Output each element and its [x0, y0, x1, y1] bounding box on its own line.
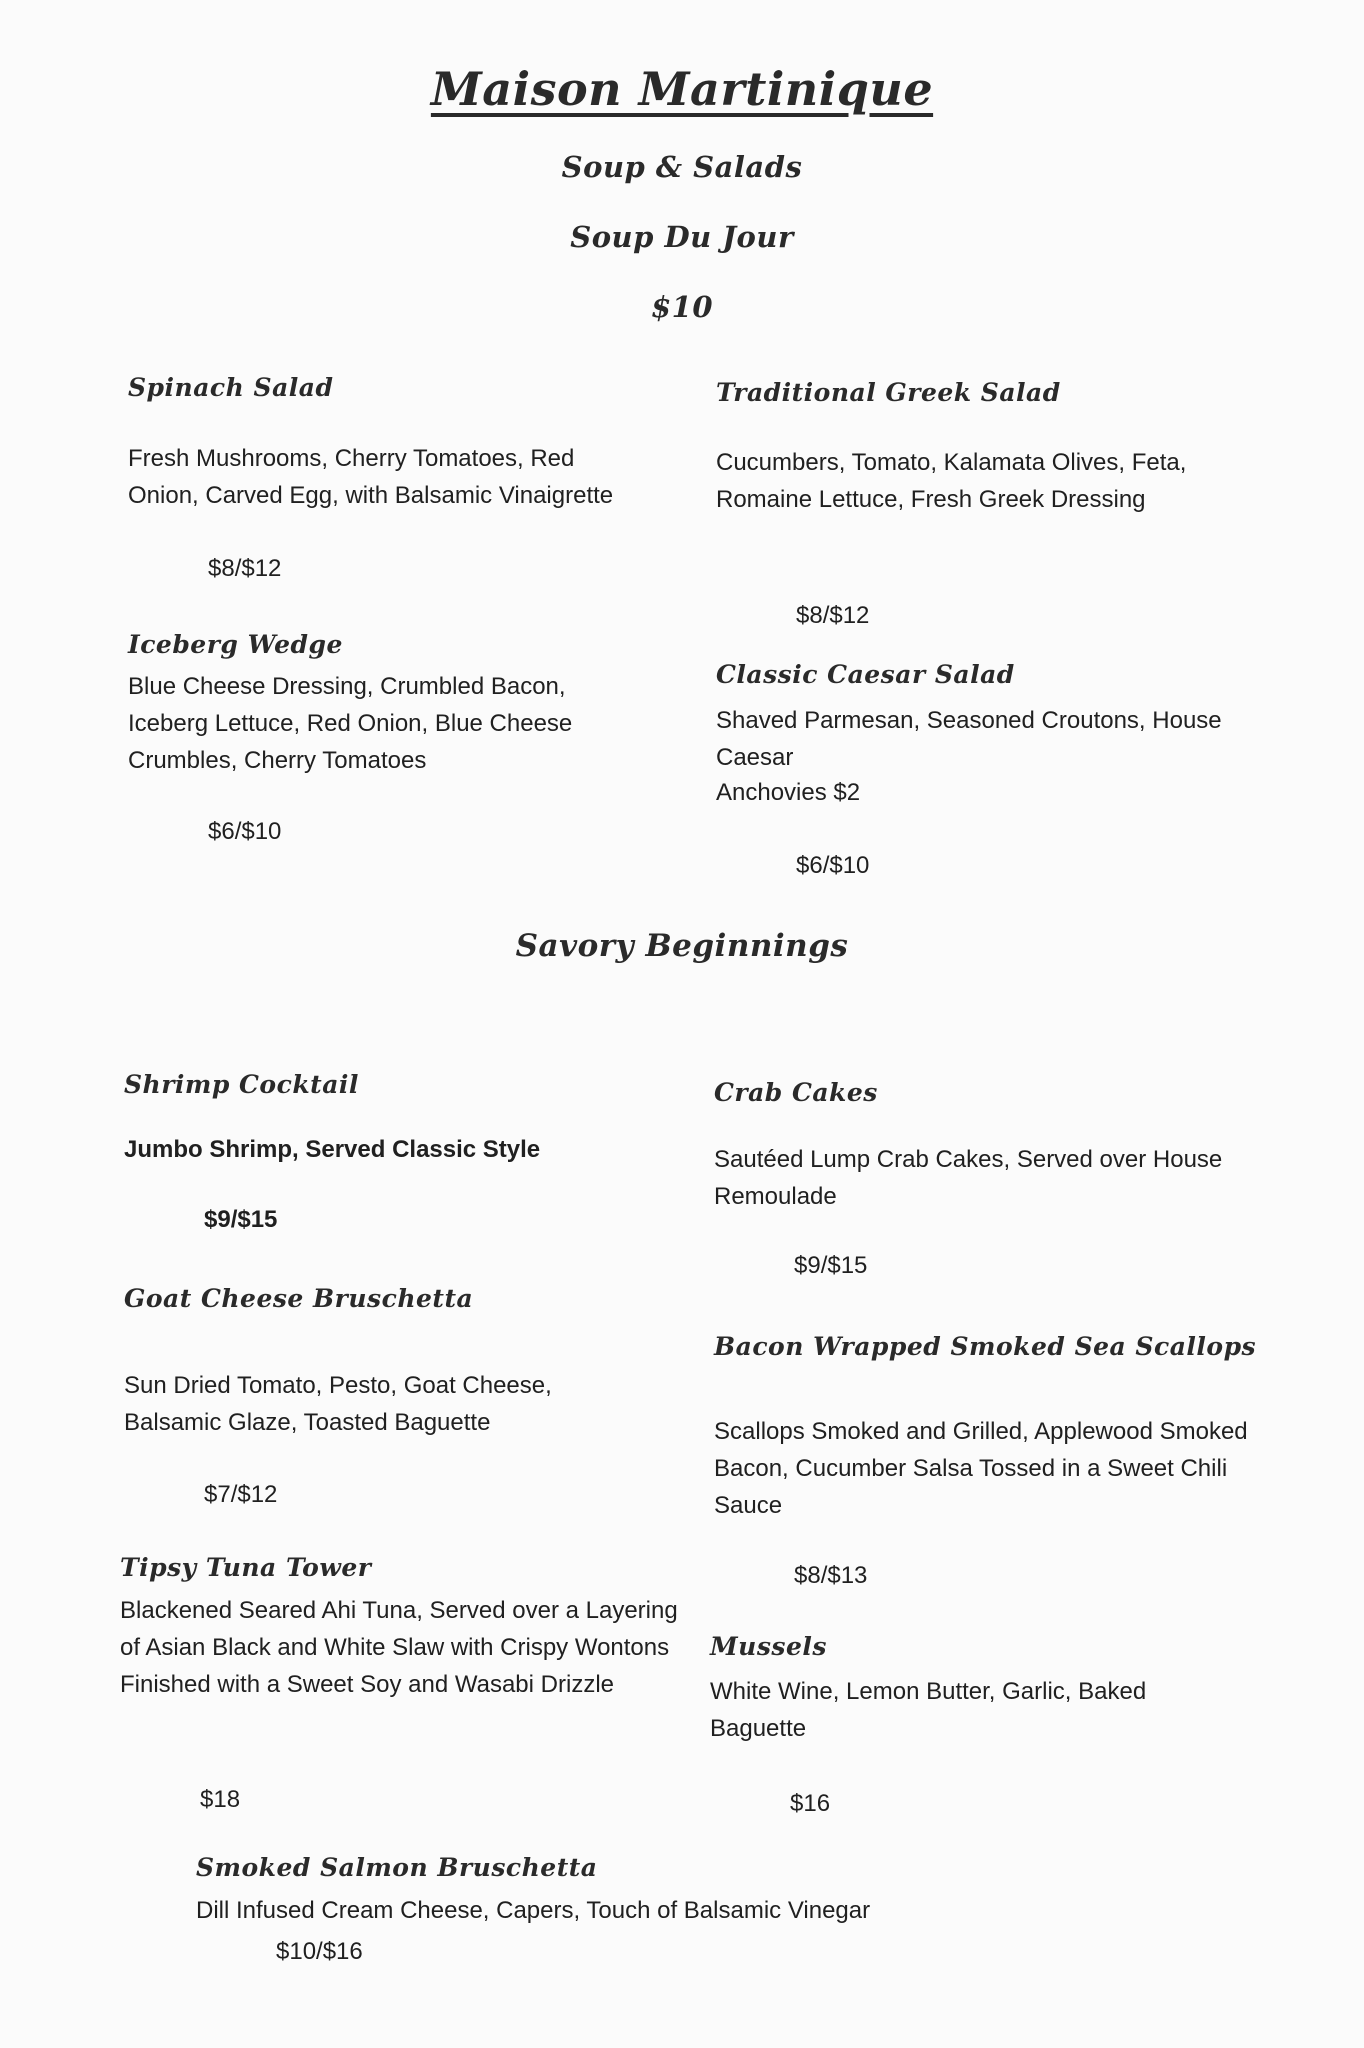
dish-price-scallops: $8/$13 [794, 1562, 868, 1589]
dish-desc-caesar-salad: Shaved Parmesan, Seasoned Croutons, House Caesar [716, 707, 1222, 771]
dish-desc-goat-cheese-bruschetta: Sun Dried Tomato, Pesto, Goat Cheese, Balsamic Glaze, Toasted Baguette [124, 1372, 552, 1436]
dish-price-crab-cakes: $9/$15 [794, 1252, 868, 1279]
dish-extra-caesar-salad: Anchovies $2 [716, 779, 861, 806]
dish-name-shrimp-cocktail: Shrimp Cocktail [124, 1070, 359, 1099]
dish-price-goat-cheese-bruschetta: $7/$12 [204, 1481, 278, 1508]
dish-desc-crab-cakes: Sautéed Lump Crab Cakes, Served over House Remoulade [714, 1146, 1223, 1210]
dish-desc-scallops: Scallops Smoked and Grilled, Applewood Smoked Bacon, Cucumber Salsa Tossed in a Sweet Chili Sauce [714, 1418, 1248, 1519]
dish-name-iceberg-wedge: Iceberg Wedge [128, 630, 343, 659]
dish-name-smoked-salmon-bruschetta: Smoked Salmon Bruschetta [196, 1853, 598, 1882]
dish-desc-greek-salad: Cucumbers, Tomato, Kalamata Olives, Feta, Romaine Lettuce, Fresh Greek Dressing [716, 449, 1187, 513]
dish-price-spinach-salad: $8/$12 [208, 555, 282, 582]
dish-name-goat-cheese-bruschetta: Goat Cheese Bruschetta [124, 1284, 474, 1313]
dish-price-mussels: $16 [790, 1790, 831, 1817]
dish-desc-tipsy-tuna-tower: Blackened Seared Ahi Tuna, Served over a Layering of Asian Black and White Slaw with Crispy Wontons Finished with a Sweet Soy and Wasabi Drizzle [120, 1597, 678, 1698]
dish-name-tipsy-tuna-tower: Tipsy Tuna Tower [120, 1553, 372, 1582]
savory-beginnings-heading: Savory Beginnings [515, 928, 849, 964]
soups-salads-heading: Soup & Salads [561, 150, 803, 184]
soup-du-jour-price: $10 [650, 290, 714, 324]
dish-desc-smoked-salmon-bruschetta: Dill Infused Cream Cheese, Capers, Touch of Balsamic Vinegar [196, 1897, 871, 1924]
dish-desc-mussels: White Wine, Lemon Butter, Garlic, Baked Baguette [710, 1678, 1147, 1742]
dish-price-iceberg-wedge: $6/$10 [208, 818, 282, 845]
dish-price-smoked-salmon-bruschetta: $10/$16 [276, 1938, 363, 1965]
dish-name-caesar-salad: Classic Caesar Salad [716, 660, 1015, 689]
dish-name-mussels: Mussels [710, 1632, 827, 1661]
dish-desc-iceberg-wedge: Blue Cheese Dressing, Crumbled Bacon, Iceberg Lettuce, Red Onion, Blue Cheese Crumbles, Cherry Tomatoes [128, 673, 573, 774]
dish-price-greek-salad: $8/$12 [796, 602, 870, 629]
soup-du-jour-heading: Soup Du Jour [570, 220, 794, 254]
dish-price-tipsy-tuna-tower: $18 [200, 1786, 241, 1813]
dish-desc-spinach-salad: Fresh Mushrooms, Cherry Tomatoes, Red Onion, Carved Egg, with Balsamic Vinaigrette [128, 445, 614, 509]
dish-price-caesar-salad: $6/$10 [796, 852, 870, 879]
dish-price-shrimp-cocktail: $9/$15 [204, 1206, 278, 1233]
dish-name-crab-cakes: Crab Cakes [714, 1078, 878, 1107]
dish-name-spinach-salad: Spinach Salad [128, 373, 334, 402]
dish-desc-shrimp-cocktail: Jumbo Shrimp, Served Classic Style [124, 1136, 541, 1163]
dish-name-scallops: Bacon Wrapped Smoked Sea Scallops [714, 1332, 1257, 1361]
dish-name-greek-salad: Traditional Greek Salad [716, 378, 1061, 407]
restaurant-title: Maison Martinique [430, 62, 934, 116]
